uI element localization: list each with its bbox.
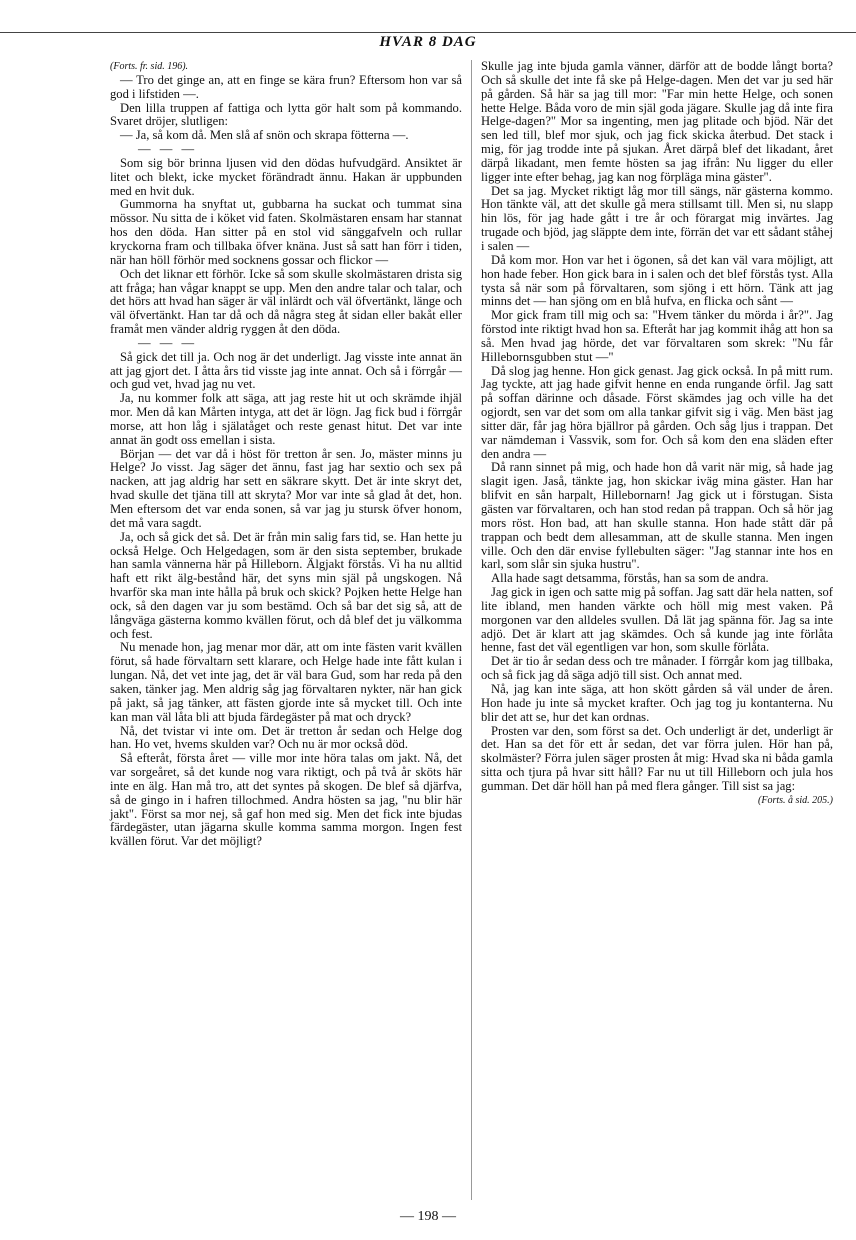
paragraph: Ja, och så gick det så. Det är från min salig fars tid, se. Han hette ju också Helge. Och Helgedagen, som är den sista september, brukade han samla vännerna här på Hilleborn. Älgjakt förstås. Vi ha nu alltid haft ett rikt älg-bestånd här, det syns min själ på ungskogen. Nå hvarför ska man inte hålla på bruk och skick? Pojken hette Helge han ock, så den dagen var ju som bestämd. Och så bar det sig så, att de långväga gästerna kommo kvällen förut, och då blef det ju välkomma och fest. — [110, 529, 462, 641]
paragraph: Alla hade sagt detsamma, förstås, han sa som de andra. — [491, 571, 769, 586]
paragraph: Nu menade hon, jag menar mor där, att om inte fästen varit kvällen förut, så hade förvaltarn sett klarare, och Helge hade inte fått kulan i lungan. Nå, det vet inte jag, det är väl bara Gud, som har reda på den saken, tänker jag. Men aldrig såg jag förvaltaren nykter, när han gick på jakt, så jag tänker, att fästen gjorde inte så mycket till. Och inte kan man väl låta bli att bjuda färdegäster på mat och dryck? — [110, 640, 462, 724]
paragraph: Ja, nu kommer folk att säga, att jag reste hit ut och skrämde ihjäl mor. Men då kan Mårten intyga, att det är lögn. Jag fick bud i förrgår morse, att hon låg i själatåget och reste genast hitut. Det var inte annat än godt oss emellan i sista. — [110, 391, 462, 447]
paragraph: Som sig bör brinna ljusen vid den dödas hufvudgärd. Ansiktet är litet och blekt, icke mycket förändradt ännu. Hakan är uppbunden med en hvit duk. — [110, 155, 462, 198]
paragraph: Då slog jag henne. Hon gick genast. Jag gick också. In på mitt rum. Jag tyckte, att jag hade gifvit henne en enda rungande örfil. Jag satt på soffan därinne och dåsade. Först skämdes jag och ville ha det ogjordt, sen var det som om alla tankar gifvit sig i väg. Men bäst jag sitter där, får jag höra bjällror på gården. Och såg ljus i trappan. Det var nämdeman i Vassvik, som for. Och så kom den ena släden efter den andra — — [481, 363, 833, 461]
paragraph: Nå, jag kan inte säga, att hon skött gården så väl under de åren. Hon hade ju inte så mycket krafter. Och jag tog ju kontanterna. Nu blir det att se, hur det kan ordnas. — [481, 681, 833, 724]
continued-on-note: (Forts. å sid. 205.) — [758, 794, 833, 806]
left-column — [110, 60, 462, 849]
continued-from-note: (Forts. fr. sid. 196). — [110, 61, 189, 72]
paragraph: Och det liknar ett förhör. Icke så som skulle skolmästaren drista sig att fråga; han vågar knappt se upp. Men den andre talar och talar, och det hörs att hvad han säger är väl inlärdt och väl öfvertänkt, länge och väl öfvertänkt. Han tar då och då några steg åt sidan eller bakåt eller framåt men vänder aldrig ryggen åt den döda. — [110, 266, 462, 337]
paragraph: Mor gick fram till mig och sa: "Hvem tänker du mörda i år?". Jag förstod inte riktigt hvad hon sa. Efteråt har jag kommit ihåg att hon sa så. Men hvad jag hörde, det var förvaltaren som skrek: "Nu får Hillebornsgubben stut —" — [481, 308, 833, 364]
paragraph: Då rann sinnet på mig, och hade hon då varit när mig, så hade jag slagit igen. Jaså, tänkte jag, hon skickar iväg mina gäster. Han har blifvit en sån harpalt, Hillebornarn! Jag gick ut i förstugan. Sista gästen var förvaltaren, och han stod redan på trappan. Och så hör jag mors röst. Hon bad, att han skulle stanna. Hon hade stått där på trappan och bedt dem allesamman, att de skulle stanna. Men ingen ville. Och den där envise fyllebulten säger: "Jag stannar inte hos en karl, som slår sin sjuka hustru". — [481, 460, 833, 572]
paragraph: Den lilla truppen af fattiga och lytta gör halt som på kommando. Svaret dröjer, slutligen: — [110, 100, 462, 129]
paragraph: Så efteråt, första året — ville mor inte höra talas om jakt. Nå, det var sorgeåret, så det kunde nog vara riktigt, och på två år sköts här inte en älg. Han må tro, att det syntes på skogen. De blef så djärfva, så de gingo in i hafren tillochmed. Andra hösten sa jag, "nu blir här jakt". Först sa mor nej, så gaf hon med sig. Men det fick inte bjudas färdegäster, utan jägarna skulle komma samma morgon. Ingen fest kvällen förut. Var det möjligt? — [110, 751, 462, 849]
section-separator: — — — — [138, 335, 198, 350]
paragraph: Början — det var då i höst för tretton år sen. Jo, mäster minns ju Helge? Jo visst. Jag säger det ännu, fast jag har sextio och sex på nacken, att jag aldrig har sett en säkrare skytt. Det är inte skryt det, hvad skulle det tjäna till att skryta? Mor var inte så glad åt det, hon. Men eftersom det var enda sonen, så var jag ju stursk öfver honom, det må vara sagdt. — [110, 446, 462, 530]
paragraph: Jag gick in igen och satte mig på soffan. Jag satt där hela natten, sof lite ibland, men handen värkte och höll mig mest vaken. På morgonen var den alldeles svullen. Då lät jag spänna för. Jag sa inte adjö. Det är klart att jag skämdes. Och så kunde jag inte förlåta henne, fast det väl egentligen var hon, som skulle förlåta. — [481, 585, 833, 655]
running-head: HVAR 8 DAG — [379, 34, 477, 50]
paragraph: — Tro det ginge an, att en finge se kära frun? Eftersom hon var så god i lifstiden —. — [110, 72, 462, 101]
paragraph: Gummorna ha snyftat ut, gubbarna ha suckat och tummat sina mössor. Nu sitta de i köket vid faten. Skolmästaren ensam har stannat hos den döda. Han sitter på en stol vid sänggafveln och rullar kryckorna fram och tillbaka öfver knäna. Just så satt han förr i tiden, när han höll förhör med socknens gossar och flickor — — [110, 197, 462, 267]
page-number: — 198 — — [400, 1209, 456, 1224]
paragraph: Det är tio år sedan dess och tre månader. I förrgår kom jag tillbaka, och så fick jag då säga adjö till sist. Och annat med. — [481, 654, 833, 683]
paragraph: — Ja, så kom då. Men slå af snön och skrapa fötterna —. — [120, 128, 409, 143]
paragraph: Nå, det tvistar vi inte om. Det är tretton år sedan och Helge dog han. Ho vet, hvems skulden var? Och nu är mor också död. — [110, 723, 462, 752]
right-column — [481, 60, 833, 808]
paragraph: Då kom mor. Hon var het i ögonen, så det kan väl vara möjligt, att hon hade feber. Hon gick bara in i salen och det blef förstås tyst. Alla tysta så när som på förvaltaren, som sjöng i ett hörn. Tänk att jag minns det — han sjöng om en blå hufva, en flicka och sånt — — [481, 252, 833, 309]
section-separator: — — — — [138, 142, 198, 157]
paragraph: Skulle jag inte bjuda gamla vänner, därför att de bodde långt borta? Och så skulle det inte få ske på Helge-dagen. Men det var ju sed här på gården. Så här sa jag till mor: "Far min hette Helge, och sonen hette Helge. Båda voro de min själ goda jägare. Skulle jag då inte fira Helge-dagen?" Mor sa ingenting, men jag plitade och bjöd. När det sen led till, blef mor sjuk, och jag fick skicka återbud. Det stack i mig, för jag trodde inte på sjukan. Året därpå blef det likadant, året därpå likadant, men femte hösten sa jag ifrån: Nu ligger du eller ligger inte efter behag, jag kan nog förpläga mina gäster". — [481, 59, 833, 184]
column-divider — [471, 60, 472, 1200]
paragraph: Prosten var den, som först sa det. Och underligt är det, underligt är det. Han sa det för ett år sedan, det var förra julen. Hör han på, skolmäster? Förra julen säger prosten åt mig: Hvad ska ni båda gamla sitta och tjura på hvar sitt håll? Far nu ut till Hilleborn och jula hos gumman. Det där höll han på med flera gånger. Till sist sa jag: — [481, 723, 833, 793]
paragraph: Det sa jag. Mycket riktigt låg mor till sängs, när gästerna kommo. Hon tänkte väl, att det skulle gå mera stillsamt till. Men si, nu slapp hin lös, för jag hade gått i tre år och förargat mig invärtes. Jag trugade och bjöd, jag släppte dem inte, förrän det var ett sådant ståhej i salen — — [481, 183, 833, 253]
paragraph: Så gick det till ja. Och nog är det underligt. Jag visste inte annat än att jag gjort det. I åtta års tid visste jag inte annat. Och så i förrgår — och gud vet, hvad jag nu vet. — [110, 349, 462, 392]
top-rule — [0, 32, 856, 33]
